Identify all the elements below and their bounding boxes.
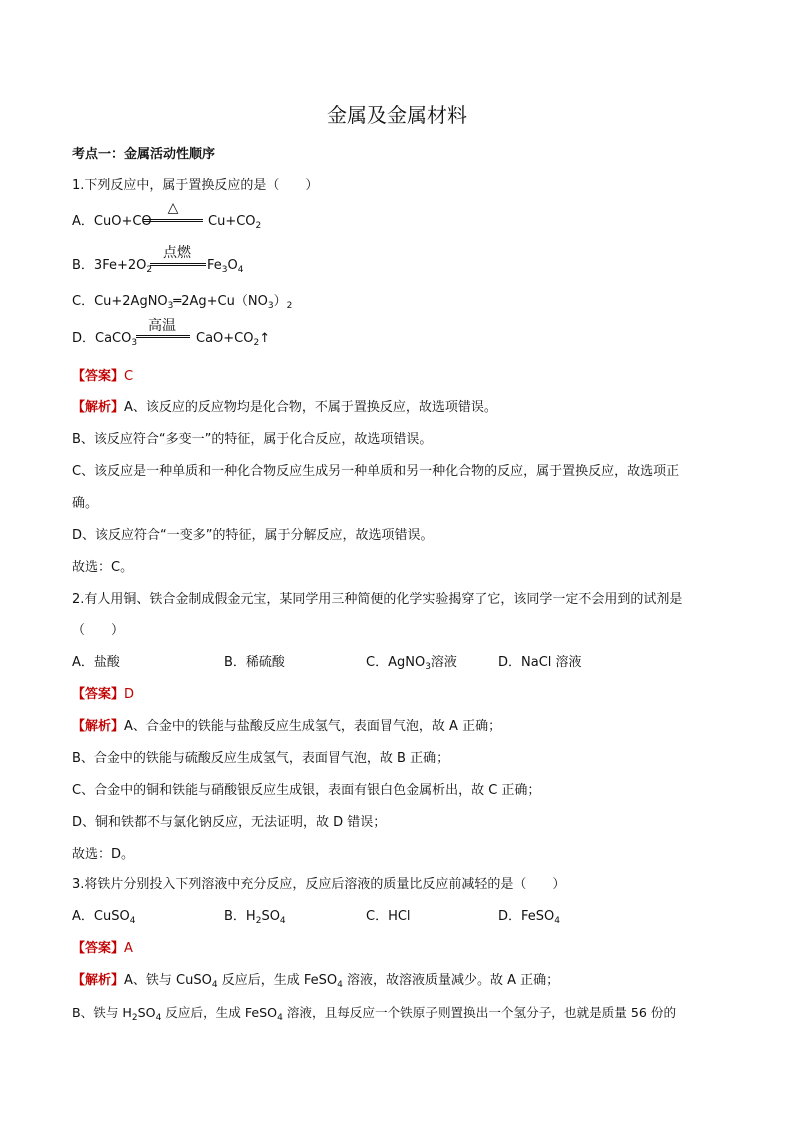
q1-option-b: B．$3Fe+2O_2$	[72, 258, 153, 275]
q1-analysis-line-1: 【解析】A、该反应的反应物均是化合物，不属于置换反应，故选项错误。	[72, 400, 497, 415]
q1-option-d-products: $CaO+CO_2↑$	[196, 331, 271, 348]
q1-option-c: C．$Cu+2AgNO_3═2Ag+Cu(NO_3)_2$	[72, 294, 293, 311]
q3-analysis-line-1: 【解析】A、铁与 CuSO$_4$ 反应后，生成 FeSO$_4$ 溶液，故溶液质量减少。故 A 正确；	[72, 973, 560, 990]
q2-analysis-line-3: C、合金中的铜和铁能与硝酸银反应生成银，表面有银白色金属析出，故 C 正确；	[72, 783, 541, 798]
q1-option-d-equals	[136, 335, 190, 338]
q1-option-b-equals	[150, 263, 206, 266]
q1-option-d: D．CaCO$_3$	[72, 331, 138, 348]
page-title: 金属及金属材料	[327, 103, 467, 127]
q3-option-d: D．FeSO$_4$	[498, 909, 560, 926]
q1-analysis-line-3: C、该反应是一种单质和一种化合物反应生成另一种单质和另一种化合物的反应，属于置换反应，故选项正	[72, 464, 680, 479]
section-heading: 考点一：金属活动性顺序	[72, 147, 216, 162]
q2-option-d: D．NaCl 溶液	[498, 655, 582, 670]
q1-option-d-condition: 高温	[148, 318, 176, 334]
q1-answer: 【答案】C	[72, 369, 134, 384]
q3-stem: 3.将铁片分别投入下列溶液中充分反应，反应后溶液的质量比反应前减轻的是（ ）	[72, 877, 566, 892]
q2-option-c: C．AgNO$_3$溶液	[366, 655, 457, 672]
q2-analysis-line-2: B、合金中的铁能与硫酸反应生成氢气，表面冒气泡，故 B 正确；	[72, 751, 450, 766]
q1-option-a: A．CuO+CO	[72, 214, 152, 229]
q1-option-a-condition: △	[167, 200, 179, 216]
q2-answer: 【答案】D	[72, 687, 135, 702]
q1-conclusion: 故选：C。	[72, 560, 134, 575]
q3-option-b: B．$H_2SO_4$	[224, 909, 286, 926]
q1-option-a-equals	[143, 219, 203, 222]
q1-option-b-products: $Fe_3O_4$	[207, 258, 244, 275]
q1-stem: 1.下列反应中，属于置换反应的是（ ）	[72, 178, 319, 193]
q2-analysis-line-1: 【解析】A、合金中的铁能与盐酸反应生成氢气，表面冒气泡，故 A 正确；	[72, 719, 502, 734]
q1-analysis-line-4: 确。	[72, 496, 99, 511]
q1-option-b-condition: 点燃	[163, 245, 191, 261]
q2-stem-bracket: （ ）	[72, 623, 125, 638]
q1-analysis-line-2: B、该反应符合“多变一”的特征，属于化合反应，故选项错误。	[72, 432, 433, 447]
q3-option-a: A．CuSO$_4$	[72, 909, 136, 926]
q2-option-a: A．盐酸	[72, 655, 120, 670]
q3-answer: 【答案】A	[72, 941, 133, 956]
q2-conclusion: 故选：D。	[72, 847, 135, 862]
q1-option-a-products: $Cu+CO_2$	[208, 214, 262, 231]
q2-option-b: B．稀硫酸	[224, 655, 285, 670]
q3-analysis-line-2: B、铁与 $H_2SO_4$ 反应后，生成 FeSO$_4$ 溶液，且每反应一个铁原子则置换出一个氢分子，也就是质量 56 份的	[72, 1005, 677, 1023]
q2-stem: 2.有人用铜、铁合金制成假金元宝，某同学用三种简便的化学实验揭穿了它，该同学一定不会用到的试剂是	[72, 592, 683, 607]
q1-analysis-line-5: D、该反应符合“一变多”的特征，属于分解反应，故选项错误。	[72, 528, 434, 543]
q3-option-c: C．HCl	[366, 909, 411, 924]
q2-analysis-line-4: D、铜和铁都不与氯化钠反应，无法证明，故 D 错误；	[72, 815, 387, 830]
